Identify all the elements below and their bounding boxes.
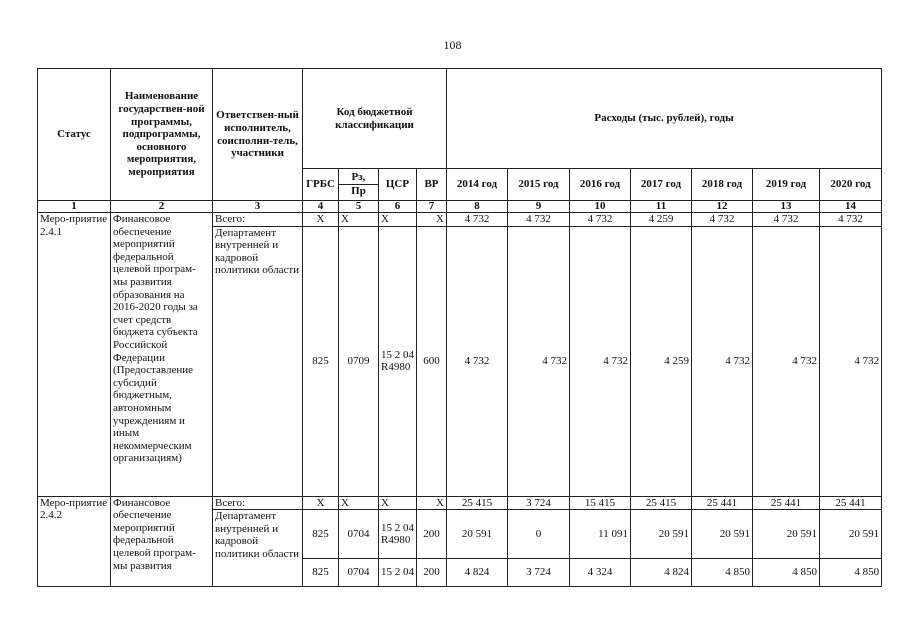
cell-vr: Х <box>417 213 447 227</box>
cell-amount: 4 732 <box>692 226 753 496</box>
column-number: 2 <box>111 201 213 213</box>
header-year: 2019 год <box>753 169 820 201</box>
column-number: 14 <box>820 201 882 213</box>
column-number: 12 <box>692 201 753 213</box>
cell-csr: 15 2 04 R4980 <box>379 510 417 559</box>
row-executor: Департамент внутренней и кадровой политики области <box>213 510 303 587</box>
cell-grbs: 825 <box>303 559 339 587</box>
cell-grbs: 825 <box>303 226 339 496</box>
cell-rz: 0709 <box>339 226 379 496</box>
row-name: Финансовое обеспечение мероприятий федеральной целевой програм-мы развития <box>111 496 213 587</box>
header-rz-top: Рз, <box>339 171 378 185</box>
row-total-label: Всего: <box>213 213 303 227</box>
cell-amount: 4 324 <box>570 559 631 587</box>
cell-csr: Х <box>379 496 417 510</box>
row-status: Меро-приятие 2.4.1 <box>38 213 111 497</box>
column-number: 4 <box>303 201 339 213</box>
cell-amount: 25 415 <box>631 496 692 510</box>
cell-amount: 4 824 <box>447 559 508 587</box>
row-status: Меро-приятие 2.4.2 <box>38 496 111 587</box>
cell-amount: 4 732 <box>447 226 508 496</box>
cell-amount: 25 415 <box>447 496 508 510</box>
cell-amount: 4 732 <box>508 226 570 496</box>
header-grbs: ГРБС <box>303 169 339 201</box>
cell-amount: 4 732 <box>508 213 570 227</box>
column-number: 10 <box>570 201 631 213</box>
cell-amount: 4 732 <box>692 213 753 227</box>
column-number: 5 <box>339 201 379 213</box>
cell-vr: 200 <box>417 510 447 559</box>
cell-vr: 200 <box>417 559 447 587</box>
cell-amount: 3 724 <box>508 496 570 510</box>
cell-vr: 600 <box>417 226 447 496</box>
cell-amount: 4 732 <box>820 213 882 227</box>
column-number: 3 <box>213 201 303 213</box>
cell-amount: 4 732 <box>820 226 882 496</box>
cell-amount: 20 591 <box>692 510 753 559</box>
cell-amount: 3 724 <box>508 559 570 587</box>
column-number: 13 <box>753 201 820 213</box>
cell-amount: 15 415 <box>570 496 631 510</box>
column-number: 8 <box>447 201 508 213</box>
header-year: 2020 год <box>820 169 882 201</box>
cell-amount: 4 259 <box>631 226 692 496</box>
cell-rz: 0704 <box>339 510 379 559</box>
cell-amount: 4 850 <box>692 559 753 587</box>
cell-amount: 4 850 <box>753 559 820 587</box>
row-name: Финансовое обеспечение мероприятий федеральной целевой програм-мы развития образования на 2016-2020 годы за счет средств бюджета субъекта Российской Федерации (Предоставление субсидий бюджетным, автономным учреждениям и иным некоммерческим организациям) <box>111 213 213 497</box>
header-status: Статус <box>38 69 111 201</box>
header-year: 2017 год <box>631 169 692 201</box>
cell-amount: 4 824 <box>631 559 692 587</box>
table-row <box>38 213 882 227</box>
header-year: 2016 год <box>570 169 631 201</box>
cell-rz: 0704 <box>339 559 379 587</box>
header-rz-bottom: Пр <box>351 185 366 197</box>
cell-amount: 25 441 <box>753 496 820 510</box>
cell-amount: 25 441 <box>692 496 753 510</box>
header-budget-code: Код бюджетной классификации <box>303 69 447 169</box>
cell-vr: Х <box>417 496 447 510</box>
cell-amount: 20 591 <box>820 510 882 559</box>
cell-amount: 4 732 <box>570 213 631 227</box>
header-year: 2014 год <box>447 169 508 201</box>
cell-amount: 20 591 <box>631 510 692 559</box>
column-number: 11 <box>631 201 692 213</box>
budget-table <box>37 68 882 587</box>
table-row <box>38 496 882 510</box>
cell-csr: Х <box>379 213 417 227</box>
header-rz <box>339 169 379 201</box>
column-number: 6 <box>379 201 417 213</box>
column-number: 1 <box>38 201 111 213</box>
cell-amount: 25 441 <box>820 496 882 510</box>
column-number: 9 <box>508 201 570 213</box>
cell-amount: 20 591 <box>447 510 508 559</box>
page-number: 108 <box>443 38 462 52</box>
cell-amount: 4 732 <box>447 213 508 227</box>
cell-amount: 4 732 <box>753 213 820 227</box>
header-vr: ВР <box>417 169 447 201</box>
cell-grbs: Х <box>303 496 339 510</box>
cell-rz: Х <box>339 496 379 510</box>
cell-rz: Х <box>339 213 379 227</box>
cell-amount: 4 732 <box>570 226 631 496</box>
header-responsible: Ответствен-ный исполнитель, соисполни-тель, участники <box>213 69 303 201</box>
cell-amount: 4 732 <box>753 226 820 496</box>
cell-amount: 11 091 <box>570 510 631 559</box>
header-csr: ЦСР <box>379 169 417 201</box>
cell-grbs: 825 <box>303 510 339 559</box>
row-total-label: Всего: <box>213 496 303 510</box>
cell-amount: 20 591 <box>753 510 820 559</box>
header-year: 2018 год <box>692 169 753 201</box>
header-name: Наименование государствен-ной программы, подпрограммы, основного мероприятия, мероприятия <box>111 69 213 201</box>
cell-grbs: Х <box>303 213 339 227</box>
header-expenses: Расходы (тыс. рублей), годы <box>447 69 882 169</box>
column-number: 7 <box>417 201 447 213</box>
cell-csr: 15 2 04 R4980 <box>379 226 417 496</box>
cell-csr: 15 2 04 <box>379 559 417 587</box>
cell-amount: 4 850 <box>820 559 882 587</box>
cell-amount: 0 <box>508 510 570 559</box>
cell-amount: 4 259 <box>631 213 692 227</box>
header-year: 2015 год <box>508 169 570 201</box>
row-executor: Департамент внутренней и кадровой политики области <box>213 226 303 496</box>
